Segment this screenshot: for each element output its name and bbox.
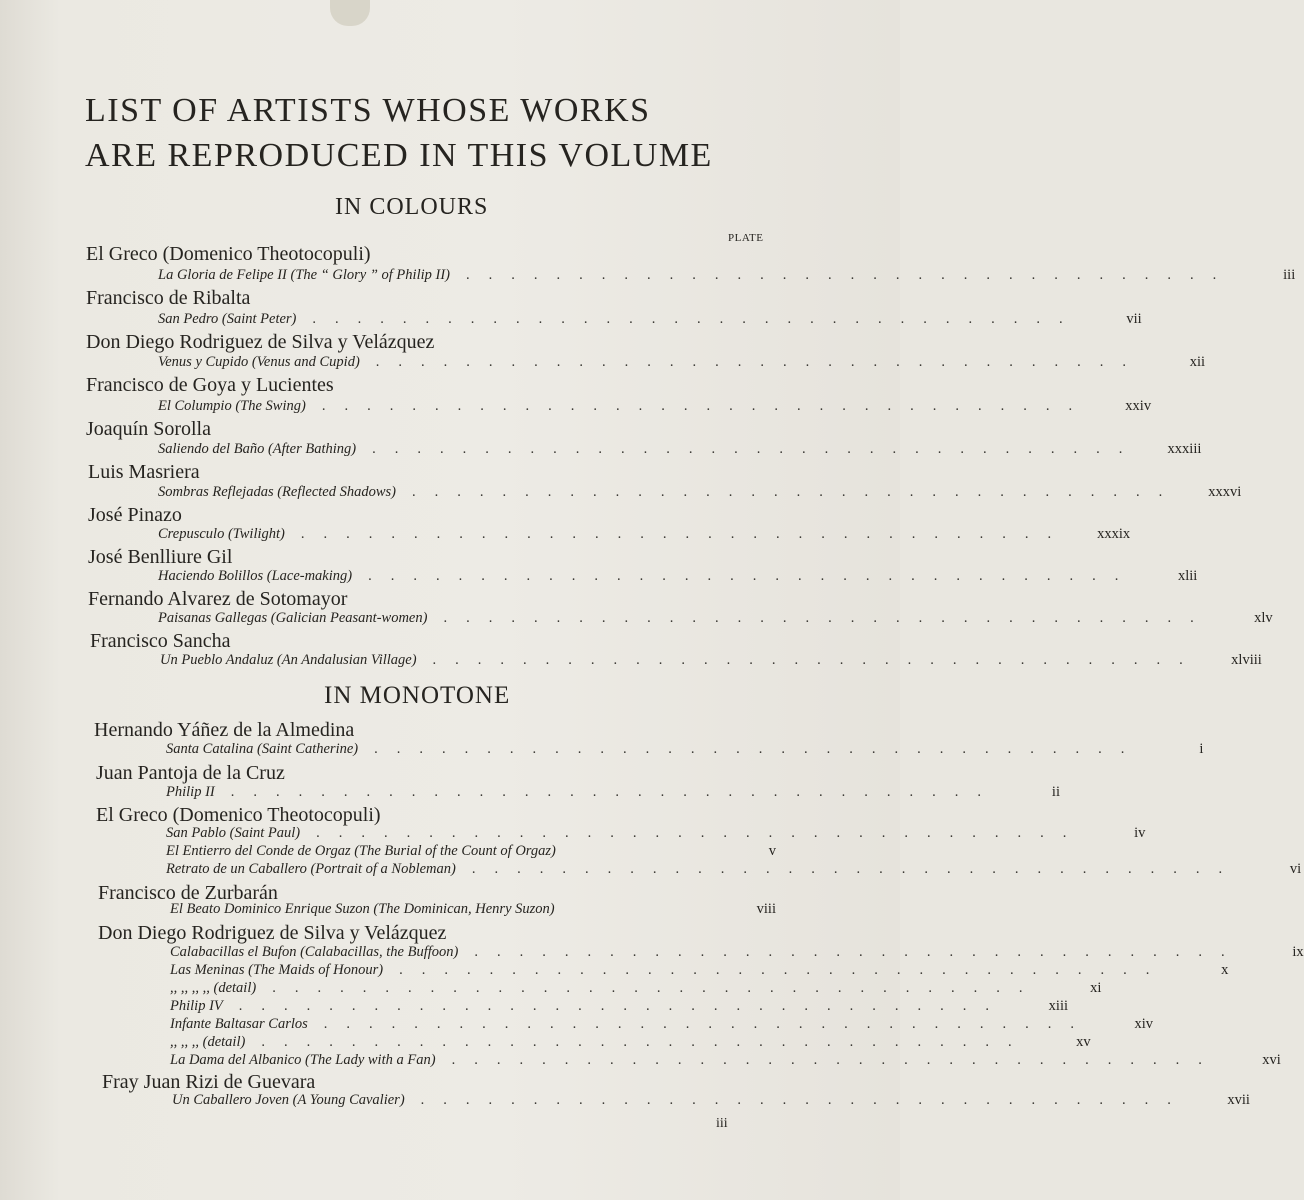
artist-name: José Benlliure Gil — [88, 546, 233, 568]
artist-name: José Pinazo — [88, 504, 182, 526]
plate-number: iii — [1283, 267, 1296, 283]
artist-name: Francisco Sancha — [90, 630, 231, 652]
work-title: Un Pueblo Andaluz (An Andalusian Village) — [160, 652, 417, 668]
work-entry — [170, 997, 1069, 1015]
work-entry — [158, 483, 1242, 501]
work-entry — [158, 397, 1152, 415]
work-entry — [166, 783, 1060, 801]
work-title: El Entierro del Conde de Orgaz (The Burial of the Count of Orgaz) — [166, 843, 556, 859]
work-title: Sombras Reflejadas (Reflected Shadows) — [158, 484, 396, 500]
work-entry — [158, 609, 1273, 627]
artist-name: Juan Pantoja de la Cruz — [96, 762, 285, 784]
plate-number: xlii — [1178, 568, 1198, 584]
work-entry — [158, 266, 1296, 284]
plate-number: i — [1199, 741, 1204, 757]
artist-name: Francisco de Goya y Lucientes — [86, 374, 334, 396]
dot-leader: .................................. — [300, 526, 1071, 542]
section-heading-colours: IN COLOURS — [335, 194, 489, 220]
plate-number: vii — [1126, 311, 1142, 327]
work-title: Retrato de un Caballero (Portrait of a Nobleman) — [166, 861, 456, 877]
work-title: Philip II — [166, 784, 215, 800]
plate-number: xi — [1090, 980, 1102, 996]
artist-name: Francisco de Ribalta — [86, 287, 251, 309]
work-title: Haciendo Bolillos (Lace-making) — [158, 568, 353, 584]
artist-name: Don Diego Rodriguez de Silva y Velázquez — [86, 331, 435, 353]
plate-number: xii — [1189, 354, 1206, 370]
dot-leader: .................................. — [261, 1034, 1031, 1050]
work-title: El Beato Dominico Enrique Suzon (The Dominican, Henry Suzon) — [170, 901, 555, 917]
artist-name: Luis Masriera — [88, 461, 200, 483]
work-entry — [170, 979, 1102, 997]
dot-leader: .................................. — [323, 1016, 1094, 1032]
artist-name: Fernando Alvarez de Sotomayor — [88, 588, 348, 610]
artist-name: Don Diego Rodriguez de Silva y Velázquez — [98, 922, 447, 944]
work-entry — [166, 842, 776, 860]
dot-leader: .................................. — [374, 741, 1144, 757]
plate-number: xlviii — [1231, 652, 1262, 668]
work-entry — [158, 525, 1131, 543]
work-entry — [170, 900, 776, 918]
plate-number: xxxvi — [1208, 484, 1242, 500]
dot-leader: .................................. — [321, 398, 1092, 414]
plate-column-label: PLATE — [728, 232, 764, 244]
dot-leader: .................................. — [474, 944, 1244, 960]
plate-number: xxxix — [1097, 526, 1131, 542]
work-entry — [170, 943, 1304, 961]
dot-leader: .................................. — [312, 311, 1082, 327]
plate-number: xxiv — [1125, 398, 1152, 414]
work-entry — [158, 310, 1142, 328]
work-entry — [158, 440, 1202, 458]
work-title: El Columpio (The Swing) — [158, 398, 306, 414]
work-title: Infante Baltasar Carlos — [170, 1016, 308, 1032]
work-title: Un Caballero Joven (A Young Cavalier) — [172, 1092, 405, 1108]
work-entry — [160, 651, 1262, 669]
dot-leader: .................................. — [471, 861, 1242, 877]
work-entry — [166, 860, 1302, 878]
work-title: Las Meninas (The Maids of Honour) — [170, 962, 384, 978]
plate-number: ii — [1051, 784, 1060, 800]
work-title: Saliendo del Baño (After Bathing) — [158, 441, 357, 457]
plate-number: iv — [1134, 825, 1146, 841]
plate-number: x — [1221, 962, 1229, 978]
dot-leader: .................................. — [420, 1092, 1190, 1108]
plate-number: xxxiii — [1167, 441, 1202, 457]
plate-number: viii — [756, 901, 776, 917]
work-entry — [170, 1051, 1281, 1069]
dot-leader: .................................. — [432, 652, 1202, 668]
work-title: Crepusculo (Twilight) — [158, 526, 285, 542]
dot-leader: .................................. — [272, 980, 1042, 996]
paper-stain — [330, 0, 370, 26]
dot-leader: .................................. — [316, 825, 1086, 841]
plate-number: vi — [1289, 861, 1302, 877]
plate-number: xiii — [1048, 998, 1069, 1014]
work-entry — [170, 961, 1229, 979]
plate-number: v — [768, 843, 776, 859]
dot-leader: .................................. — [465, 267, 1236, 283]
work-entry — [158, 353, 1206, 371]
work-entry — [166, 824, 1146, 842]
dot-leader: .................................. — [368, 568, 1138, 584]
work-title: Santa Catalina (Saint Catherine) — [166, 741, 359, 757]
dot-leader: .................................. — [399, 962, 1169, 978]
artist-name: Joaquín Sorolla — [86, 418, 211, 440]
page-title-line-2: ARE REPRODUCED IN THIS VOLUME — [85, 137, 713, 174]
dot-leader: .................................. — [412, 484, 1182, 500]
dot-leader: .................................. — [443, 610, 1213, 626]
artist-name: El Greco (Domenico Theotocopuli) — [86, 243, 371, 265]
work-title: ,, ,, ,, ,, (detail) — [170, 980, 257, 996]
work-entry — [172, 1091, 1250, 1109]
work-entry — [170, 1033, 1091, 1051]
work-entry — [158, 567, 1198, 585]
plate-number: xlv — [1254, 610, 1273, 626]
work-title: La Gloria de Felipe II (The “ Glory ” of Philip II) — [158, 267, 450, 283]
plate-number: ix — [1292, 944, 1304, 960]
dot-leader: .................................. — [451, 1052, 1221, 1068]
work-title: Venus y Cupido (Venus and Cupid) — [158, 354, 360, 370]
plate-number: xiv — [1134, 1016, 1154, 1032]
plate-number: xv — [1076, 1034, 1091, 1050]
dot-leader: .................................. — [372, 441, 1142, 457]
work-title: ,, ,, ,, (detail) — [170, 1034, 246, 1050]
plate-number: xvi — [1262, 1052, 1281, 1068]
dot-leader: .................................. — [238, 998, 1009, 1014]
page-title-line-1: LIST OF ARTISTS WHOSE WORKS — [85, 92, 651, 129]
work-title: Calabacillas el Bufon (Calabacillas, the Buffoon) — [170, 944, 459, 960]
plate-number: xvii — [1227, 1092, 1250, 1108]
work-title: Philip IV — [170, 998, 223, 1014]
section-heading-monotone: IN MONOTONE — [324, 682, 511, 709]
work-entry — [170, 1015, 1154, 1033]
artist-name: El Greco (Domenico Theotocopuli) — [96, 804, 381, 826]
work-title: Paisanas Gallegas (Galician Peasant-women) — [158, 610, 428, 626]
dot-leader: .................................. — [375, 354, 1146, 370]
artist-name: Francisco de Zurbarán — [98, 882, 278, 904]
artist-name: Hernando Yáñez de la Almedina — [94, 719, 355, 741]
artist-name: Fray Juan Rizi de Guevara — [102, 1071, 316, 1093]
work-title: La Dama del Albanico (The Lady with a Fan) — [170, 1052, 436, 1068]
work-entry — [166, 740, 1204, 758]
work-title: San Pedro (Saint Peter) — [158, 311, 297, 327]
work-title: San Pablo (Saint Paul) — [166, 825, 301, 841]
dot-leader: .................................. — [230, 784, 1000, 800]
page-number: iii — [716, 1116, 728, 1131]
